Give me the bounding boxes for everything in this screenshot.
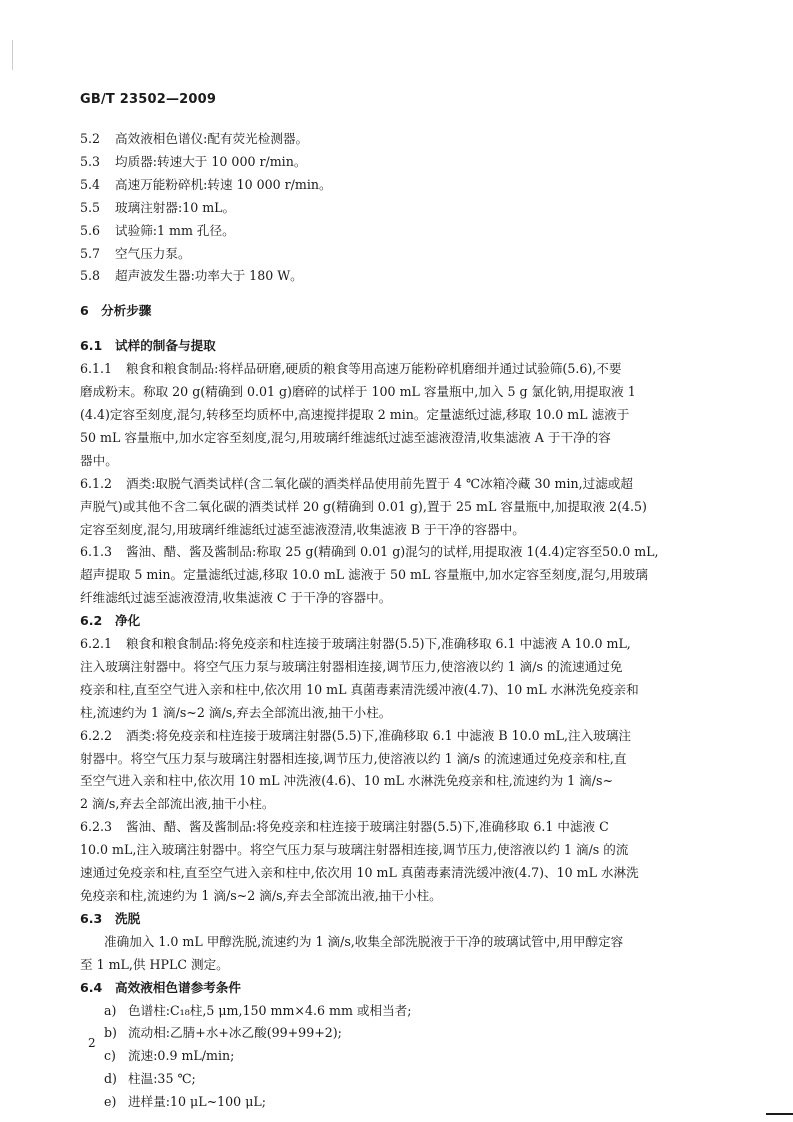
paragraph-line: 至空气进入亲和柱中,依次用 10 mL 冲洗液(4.6)、10 mL 水淋洗免疫亲和柱,流速约为 1 滴/s~ (80, 773, 614, 789)
document-body (80, 128, 710, 1114)
section-title: 分析步骤 (101, 303, 152, 319)
paragraph-line: 酱油、醋、酱及酱制品:称取 25 g(精确到 0.01 g)混匀的试样,用提取液 1(4.4)定容至50.0 mL, (126, 544, 659, 560)
list-marker: c) (104, 1048, 116, 1064)
clause-text: 高速万能粉碎机:转速 10 000 r/min。 (115, 176, 332, 192)
elution-paragraph (80, 931, 710, 977)
subsection-heading (80, 977, 710, 1000)
list-text: 流动相:乙腈+水+冰乙酸(99+99+2); (128, 1025, 342, 1041)
hplc-conditions-list (80, 1000, 710, 1115)
list-marker: e) (104, 1094, 117, 1110)
paragraph-line: 柱,流速约为 1 滴/s~2 滴/s,弃去全部流出液,抽干小柱。 (80, 704, 392, 720)
subsection-number: 6.1 (80, 338, 103, 354)
apparatus-item (80, 197, 710, 220)
list-marker: b) (104, 1025, 117, 1041)
list-marker: a) (104, 1002, 117, 1018)
paragraph-line: 酱油、醋、酱及酱制品:将免疫亲和柱连接于玻璃注射器(5.5)下,准确移取 6.1 中滤液 C (126, 819, 609, 835)
paragraph-line: 速通过免疫亲和柱,直至空气进入亲和柱中,依次用 10 mL 真菌毒素清洗缓冲液(4.7)、10 mL 水淋洗 (80, 865, 639, 881)
paragraph-line: 免疫亲和柱,流速约为 1 滴/s~2 滴/s,弃去全部流出液,抽干小柱。 (80, 888, 442, 903)
paragraph-line: 2 滴/s,弃去全部流出液,抽干小柱。 (80, 796, 275, 812)
paragraph-line: 粮食和粮食制品:将免疫亲和柱连接于玻璃注射器(5.5)下,准确移取 6.1 中滤液 A 10.0 mL, (126, 636, 631, 652)
scan-margin-mark (12, 40, 13, 70)
subsection-title: 试样的制备与提取 (115, 338, 216, 354)
apparatus-item (80, 220, 710, 243)
clause-number: 5.2 (80, 131, 101, 146)
clause-number: 5.5 (80, 199, 101, 215)
list-text: 柱温:35 ℃; (128, 1071, 196, 1087)
clause-number: 5.6 (80, 222, 101, 238)
list-item (80, 1068, 710, 1091)
clause-number: 6.1.1 (80, 361, 113, 377)
list-item (80, 1091, 710, 1114)
paragraph-line: 至 1 mL,供 HPLC 测定。 (80, 956, 229, 972)
paragraph-line: 粮食和粮食制品:将样品研磨,硬质的粮食等用高速万能粉碎机磨细并通过试验筛(5.6),不要 (126, 361, 622, 377)
paragraph-line: 磨成粉末。称取 20 g(精确到 0.01 g)磨碎的试样于 100 mL 容量瓶中,加入 5 g 氯化钠,用提取液 1 (80, 384, 636, 400)
clause-paragraph (80, 473, 710, 542)
clause-number: 6.1.3 (80, 544, 113, 560)
subsection-title: 高效液相色谱参考条件 (115, 979, 241, 995)
clause-paragraph (80, 633, 710, 725)
subsection-number: 6.2 (80, 613, 103, 629)
clause-paragraph (80, 358, 710, 473)
paragraph-line: 射器中。将空气压力泵与玻璃注射器相连接,调节压力,使溶液以约 1 滴/s 的流速通过免疫亲和柱,直 (80, 750, 627, 766)
clause-number: 5.7 (80, 245, 101, 261)
apparatus-item (80, 265, 710, 288)
clause-number: 5.8 (80, 268, 101, 284)
paragraph-line: 50 mL 容量瓶中,加水定容至刻度,混匀,用玻璃纤维滤纸过滤至滤液澄清,收集滤液 A 于干净的容 (80, 429, 611, 445)
clause-paragraph (80, 725, 710, 817)
clause-number: 6.2.1 (80, 636, 113, 652)
paragraph-line: 10.0 mL,注入玻璃注射器中。将空气压力泵与玻璃注射器相连接,调节压力,使溶液以约 1 滴/s 的流 (80, 842, 629, 858)
clause-number: 6.2.3 (80, 819, 113, 835)
clause-number: 6.1.2 (80, 475, 113, 491)
clause-text: 高效液相色谱仪:配有荧光检测器。 (115, 131, 309, 146)
clause-text: 均质器:转速大于 10 000 r/min。 (115, 153, 307, 169)
paragraph-line: 声脱气)或其他不含二氧化碳的酒类试样 20 g(精确到 0.01 g),置于 25 mL 容量瓶中,加提取液 2(4.5) (80, 498, 647, 514)
apparatus-list (80, 128, 710, 288)
subsection-number: 6.4 (80, 979, 103, 995)
section-heading (80, 300, 710, 323)
subsection-title: 净化 (115, 613, 141, 629)
clause-text: 超声波发生器:功率大于 180 W。 (115, 268, 303, 284)
apparatus-item (80, 128, 710, 151)
subsection-heading (80, 908, 710, 931)
list-text: 色谱柱:C₁₈柱,5 μm,150 mm×4.6 mm 或相当者; (128, 1002, 412, 1018)
clause-paragraph (80, 816, 710, 908)
paragraph-line: 定容至刻度,混匀,用玻璃纤维滤纸过滤至滤液澄清,收集滤液 B 于干净的容器中。 (80, 521, 525, 537)
list-text: 进样量:10 μL~100 μL; (128, 1094, 266, 1110)
clause-text: 空气压力泵。 (115, 245, 191, 261)
section-number: 6 (80, 303, 89, 319)
apparatus-item (80, 174, 710, 197)
list-marker: d) (104, 1071, 117, 1087)
apparatus-item (80, 151, 710, 174)
paragraph-line: 注入玻璃注射器中。将空气压力泵与玻璃注射器相连接,调节压力,使溶液以约 1 滴/s 的流速通过免 (80, 658, 623, 674)
list-text: 流速:0.9 mL/min; (128, 1048, 235, 1064)
clause-text: 玻璃注射器:10 mL。 (115, 199, 236, 215)
standard-code-header: GB/T 23502—2009 (80, 92, 217, 107)
paragraph-line: 纤维滤纸过滤至滤液澄清,收集滤液 C 于干净的容器中。 (80, 590, 392, 606)
list-item (80, 1045, 710, 1068)
paragraph-line: 酒类:取脱气酒类试样(含二氧化碳的酒类样品使用前先置于 4 ℃冰箱冷藏 30 min,过滤或超 (126, 475, 633, 491)
paragraph-line: 超声提取 5 min。定量滤纸过滤,移取 10.0 mL 滤液于 50 mL 容量瓶中,加水定容至刻度,混匀,用玻璃 (80, 567, 648, 583)
subsection-number: 6.3 (80, 910, 103, 926)
paragraph-line: 准确加入 1.0 mL 甲醇洗脱,流速约为 1 滴/s,收集全部洗脱液于干净的玻璃试管中,用甲醇定容 (104, 933, 624, 949)
paragraph-line: 酒类:将免疫亲和柱连接于玻璃注射器(5.5)下,准确移取 6.1 中滤液 B 10.0 mL,注入玻璃注 (126, 727, 631, 743)
clause-number: 5.3 (80, 153, 101, 169)
paragraph-line: 疫亲和柱,直至空气进入亲和柱中,依次用 10 mL 真菌毒素清洗缓冲液(4.7)、10 mL 水淋洗免疫亲和 (80, 681, 639, 697)
paragraph-line: (4.4)定容至刻度,混匀,转移至均质杯中,高速搅拌提取 2 min。定量滤纸过滤,移取 10.0 mL 滤液于 (80, 406, 630, 422)
clause-paragraph (80, 541, 710, 610)
subsection-title: 洗脱 (115, 910, 141, 926)
list-item (80, 1022, 710, 1045)
apparatus-item (80, 243, 710, 266)
list-item (80, 1000, 710, 1023)
clause-number: 6.2.2 (80, 727, 113, 743)
page-number: 2 (88, 1036, 96, 1050)
subsection-heading (80, 610, 710, 633)
page-corner-rule (766, 1113, 793, 1115)
clause-number: 5.4 (80, 176, 101, 192)
clause-text: 试验筛:1 mm 孔径。 (115, 222, 235, 238)
subsection-heading (80, 335, 710, 358)
paragraph-line: 器中。 (80, 452, 118, 468)
